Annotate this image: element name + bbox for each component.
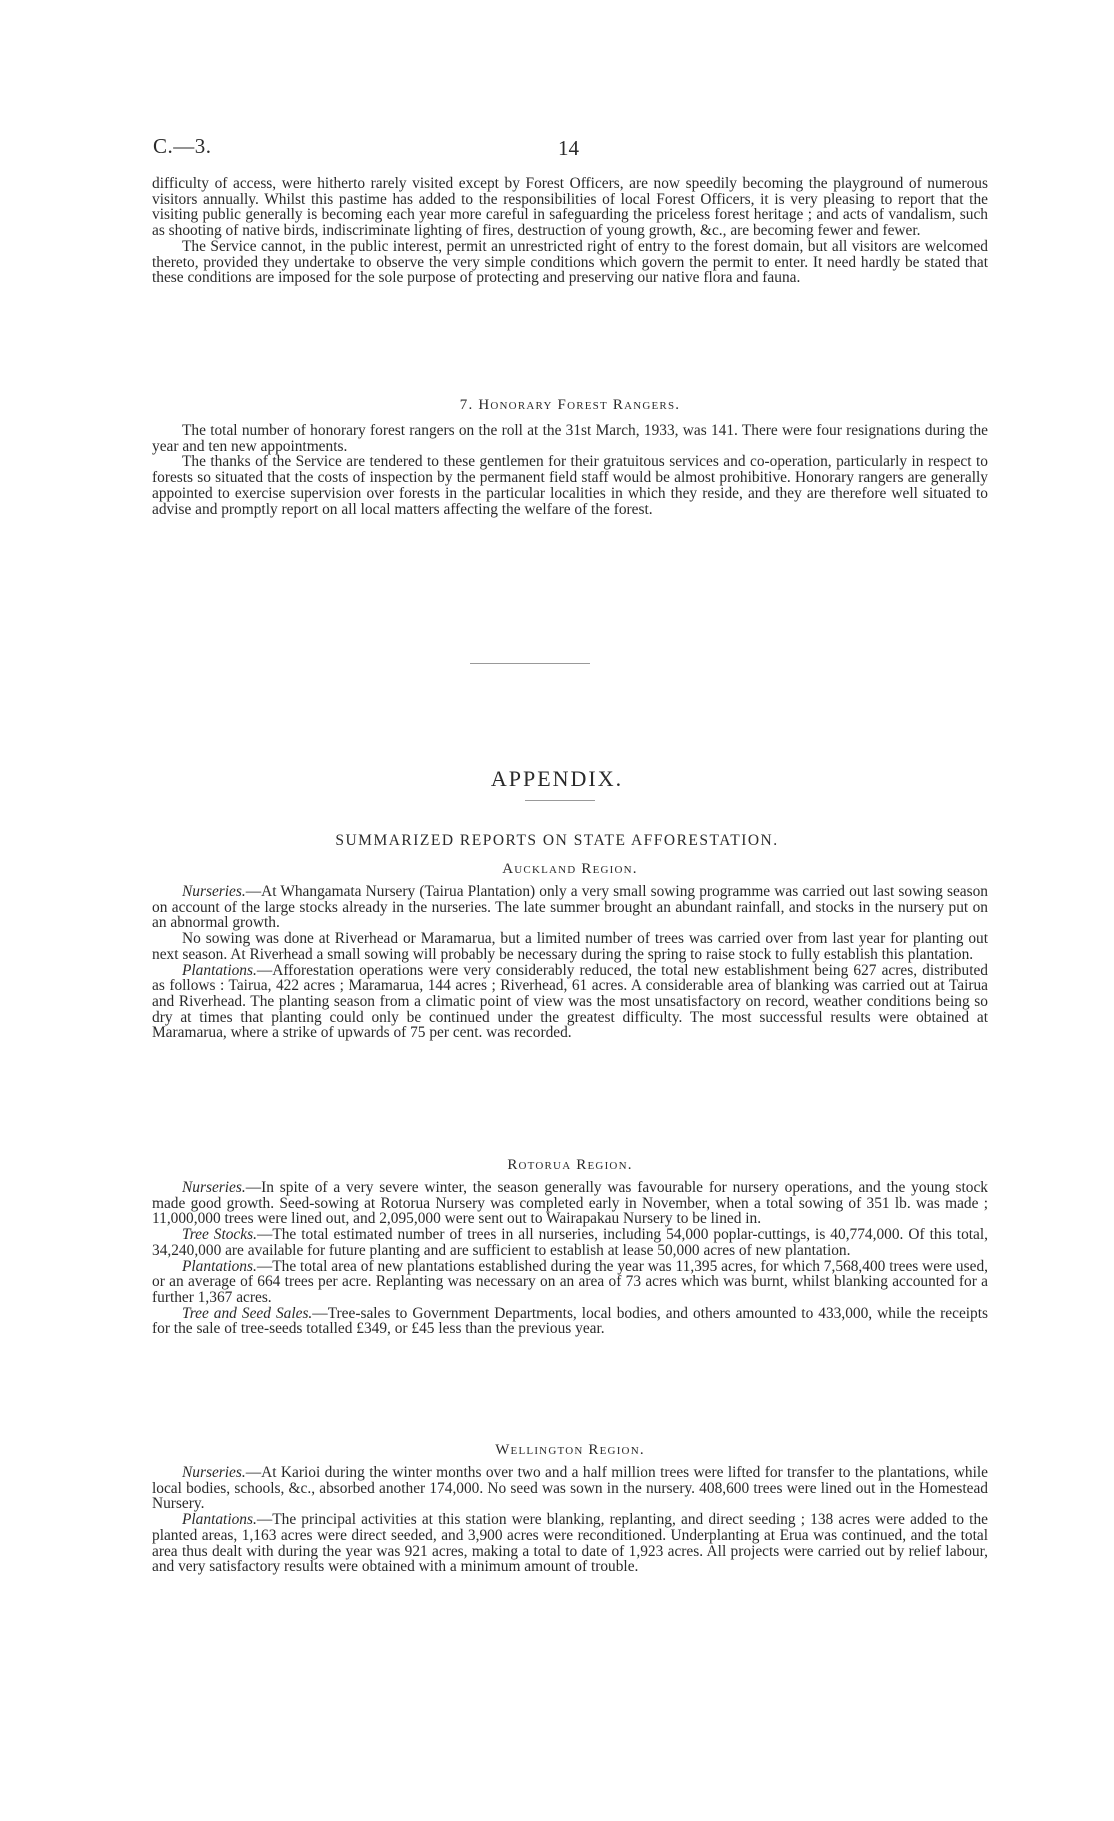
rotorua-tree-stocks-paragraph: Tree Stocks.—The total estimated number of trees in all nurseries, including 54,000 poplar-cuttings, is 40,774,000. Of this total, 34,240,000 are available for future planting and are sufficient to establish at lease 50,000 acres of new plantation.	[152, 1226, 988, 1259]
wellington-plantations-paragraph: Plantations.—The principal activities at this station were blanking, replanting, and direct seeding ; 138 acres were added to the planted areas, 1,163 acres were direct seeded, and 3,900 acres were reconditioned. Underplanting at Erua was continued, and the total area thus dealt with during the year was 921 acres, making a total to date of 1,923 acres. All projects were carried out by relief labour, and very satisfactory results were obtained with a minimum amount of trouble.	[152, 1511, 988, 1576]
page-number: 14	[558, 136, 579, 160]
rotorua-nurseries-paragraph: Nurseries.—In spite of a very severe winter, the season generally was favourable for nursery operations, and the young stock made good growth. Seed-sowing at Rotorua Nursery was completed early in November, when a total sowing of 351 lb. was made ; 11,000,000 trees were lined out, and 2,095,000 were sent out to Wairapakau Nursery to be lined in.	[152, 1179, 988, 1228]
auckland-sowing-paragraph: No sowing was done at Riverhead or Maramarua, but a limited number of trees was carried over from last year for planting out next season. At Riverhead a small sowing will probably be necessary during the spring to raise stock to fully establish this plantation.	[152, 930, 988, 963]
wellington-nurseries-paragraph: Nurseries.—At Karioi during the winter months over two and a half million trees were lifted for transfer to the plantations, while local bodies, schools, &c., absorbed another 174,000. No seed was sown in the nursery. 408,600 trees were lined out in the Homestead Nursery.	[152, 1464, 988, 1513]
wellington-region-heading: Wellington Region.	[495, 1442, 645, 1458]
auckland-plantations-label: Plantations.	[182, 961, 257, 979]
rotorua-sales-paragraph: Tree and Seed Sales.—Tree-sales to Government Departments, local bodies, and others amounted to 433,000, while the receipts for the sale of tree-seeds totalled £349, or £45 less than the previous year.	[152, 1304, 989, 1338]
intro-paragraph-2: The Service cannot, in the public interest, permit an unrestricted right of entry to the forest domain, but all visitors are welcomed thereto, provided they undertake to observe the very simple conditions which govern the permit to enter. It need hardly be stated that these conditions are imposed for the sole purpose of protecting and preserving our native flora and fauna.	[152, 237, 988, 287]
honorary-paragraph-2: The thanks of the Service are tendered to these gentlemen for their gratuitous services and co-operation, particularly in respect to forests so situated that the costs of inspection by the permanent field staff would be almost prohibitive. Honorary rangers are generally appointed to exercise supervision over forests in the particular localities in which they reside, and they are therefore well situated to advise and promptly report on all local matters affecting the welfare of the forest.	[152, 453, 988, 518]
rotorua-region-section	[152, 1157, 988, 1337]
honorary-paragraph-1: The total number of honorary forest rangers on the roll at the 31st March, 1933, was 141. There were four resignations during the year and ten new appointments.	[152, 422, 988, 455]
rotorua-plantations-label: Plantations.	[182, 1257, 257, 1275]
appendix-divider	[525, 800, 595, 801]
rotorua-plantations-paragraph: Plantations.—The total area of new plantations established during the year was 11,395 acres, for which 7,568,400 trees were used, or an average of 664 trees per acre. Replanting was necessary on an area of 73 acres which was burnt, whilst blanking accounted for a further 1,367 acres.	[152, 1257, 988, 1306]
wellington-region-section	[152, 1442, 988, 1575]
appendix-subtitle: SUMMARIZED REPORTS ON STATE AFFORESTATION.	[335, 832, 779, 849]
intro-section	[152, 176, 988, 286]
auckland-region-heading: Auckland Region.	[502, 861, 638, 877]
wellington-plantations-label: Plantations.	[182, 1511, 257, 1529]
document-reference: C.—3.	[153, 134, 212, 158]
honorary-rangers-heading: 7. Honorary Forest Rangers.	[459, 397, 681, 413]
auckland-region-section	[152, 861, 988, 1041]
wellington-nurseries-label: Nurseries.	[182, 1464, 246, 1481]
section-divider	[470, 663, 590, 664]
honorary-rangers-section	[152, 397, 988, 517]
auckland-nurseries-label: Nurseries.	[182, 883, 246, 900]
auckland-nurseries-paragraph: Nurseries.—At Whangamata Nursery (Tairua Plantation) only a very small sowing programme was carried out last sowing season on account of the large stocks already in the nurseries. The late summer brought an abundant rainfall, and stocks in the nursery put on an abnormal growth.	[152, 883, 988, 932]
rotorua-sales-label: Tree and Seed Sales.	[182, 1304, 313, 1322]
rotorua-tree-stocks-label: Tree Stocks.	[182, 1226, 257, 1244]
auckland-plantations-paragraph: Plantations.—Afforestation operations were very considerably reduced, the total new establishment being 627 acres, distributed as follows : Tairua, 422 acres ; Maramarua, 144 acres ; Riverhead, 61 acres. A considerable area of blanking was carried out at Tairua and Riverhead. The planting season from a climatic point of view was the most unsatisfactory on record, weather conditions being so dry at times that planting could only be continued under the greatest difficulty. The most successful results were obtained at Maramarua, where a strike of upwards of 75 per cent. was recorded.	[152, 961, 988, 1042]
rotorua-region-heading: Rotorua Region.	[507, 1157, 633, 1173]
appendix-title: APPENDIX.	[490, 766, 624, 791]
rotorua-nurseries-label: Nurseries.	[182, 1179, 246, 1196]
intro-paragraph-1: difficulty of access, were hitherto rarely visited except by Forest Officers, are now speedily becoming the playground of numerous visitors annually. Whilst this pastime has added to the responsibilities of local Forest Officers, it is very pleasing to report that the visiting public generally is becoming each year more careful in safeguarding the priceless forest heritage ; and acts of vandalism, such as shooting of native birds, indiscriminate lighting of fires, destruction of young growth, &c., are becoming fewer and fewer.	[152, 175, 988, 240]
